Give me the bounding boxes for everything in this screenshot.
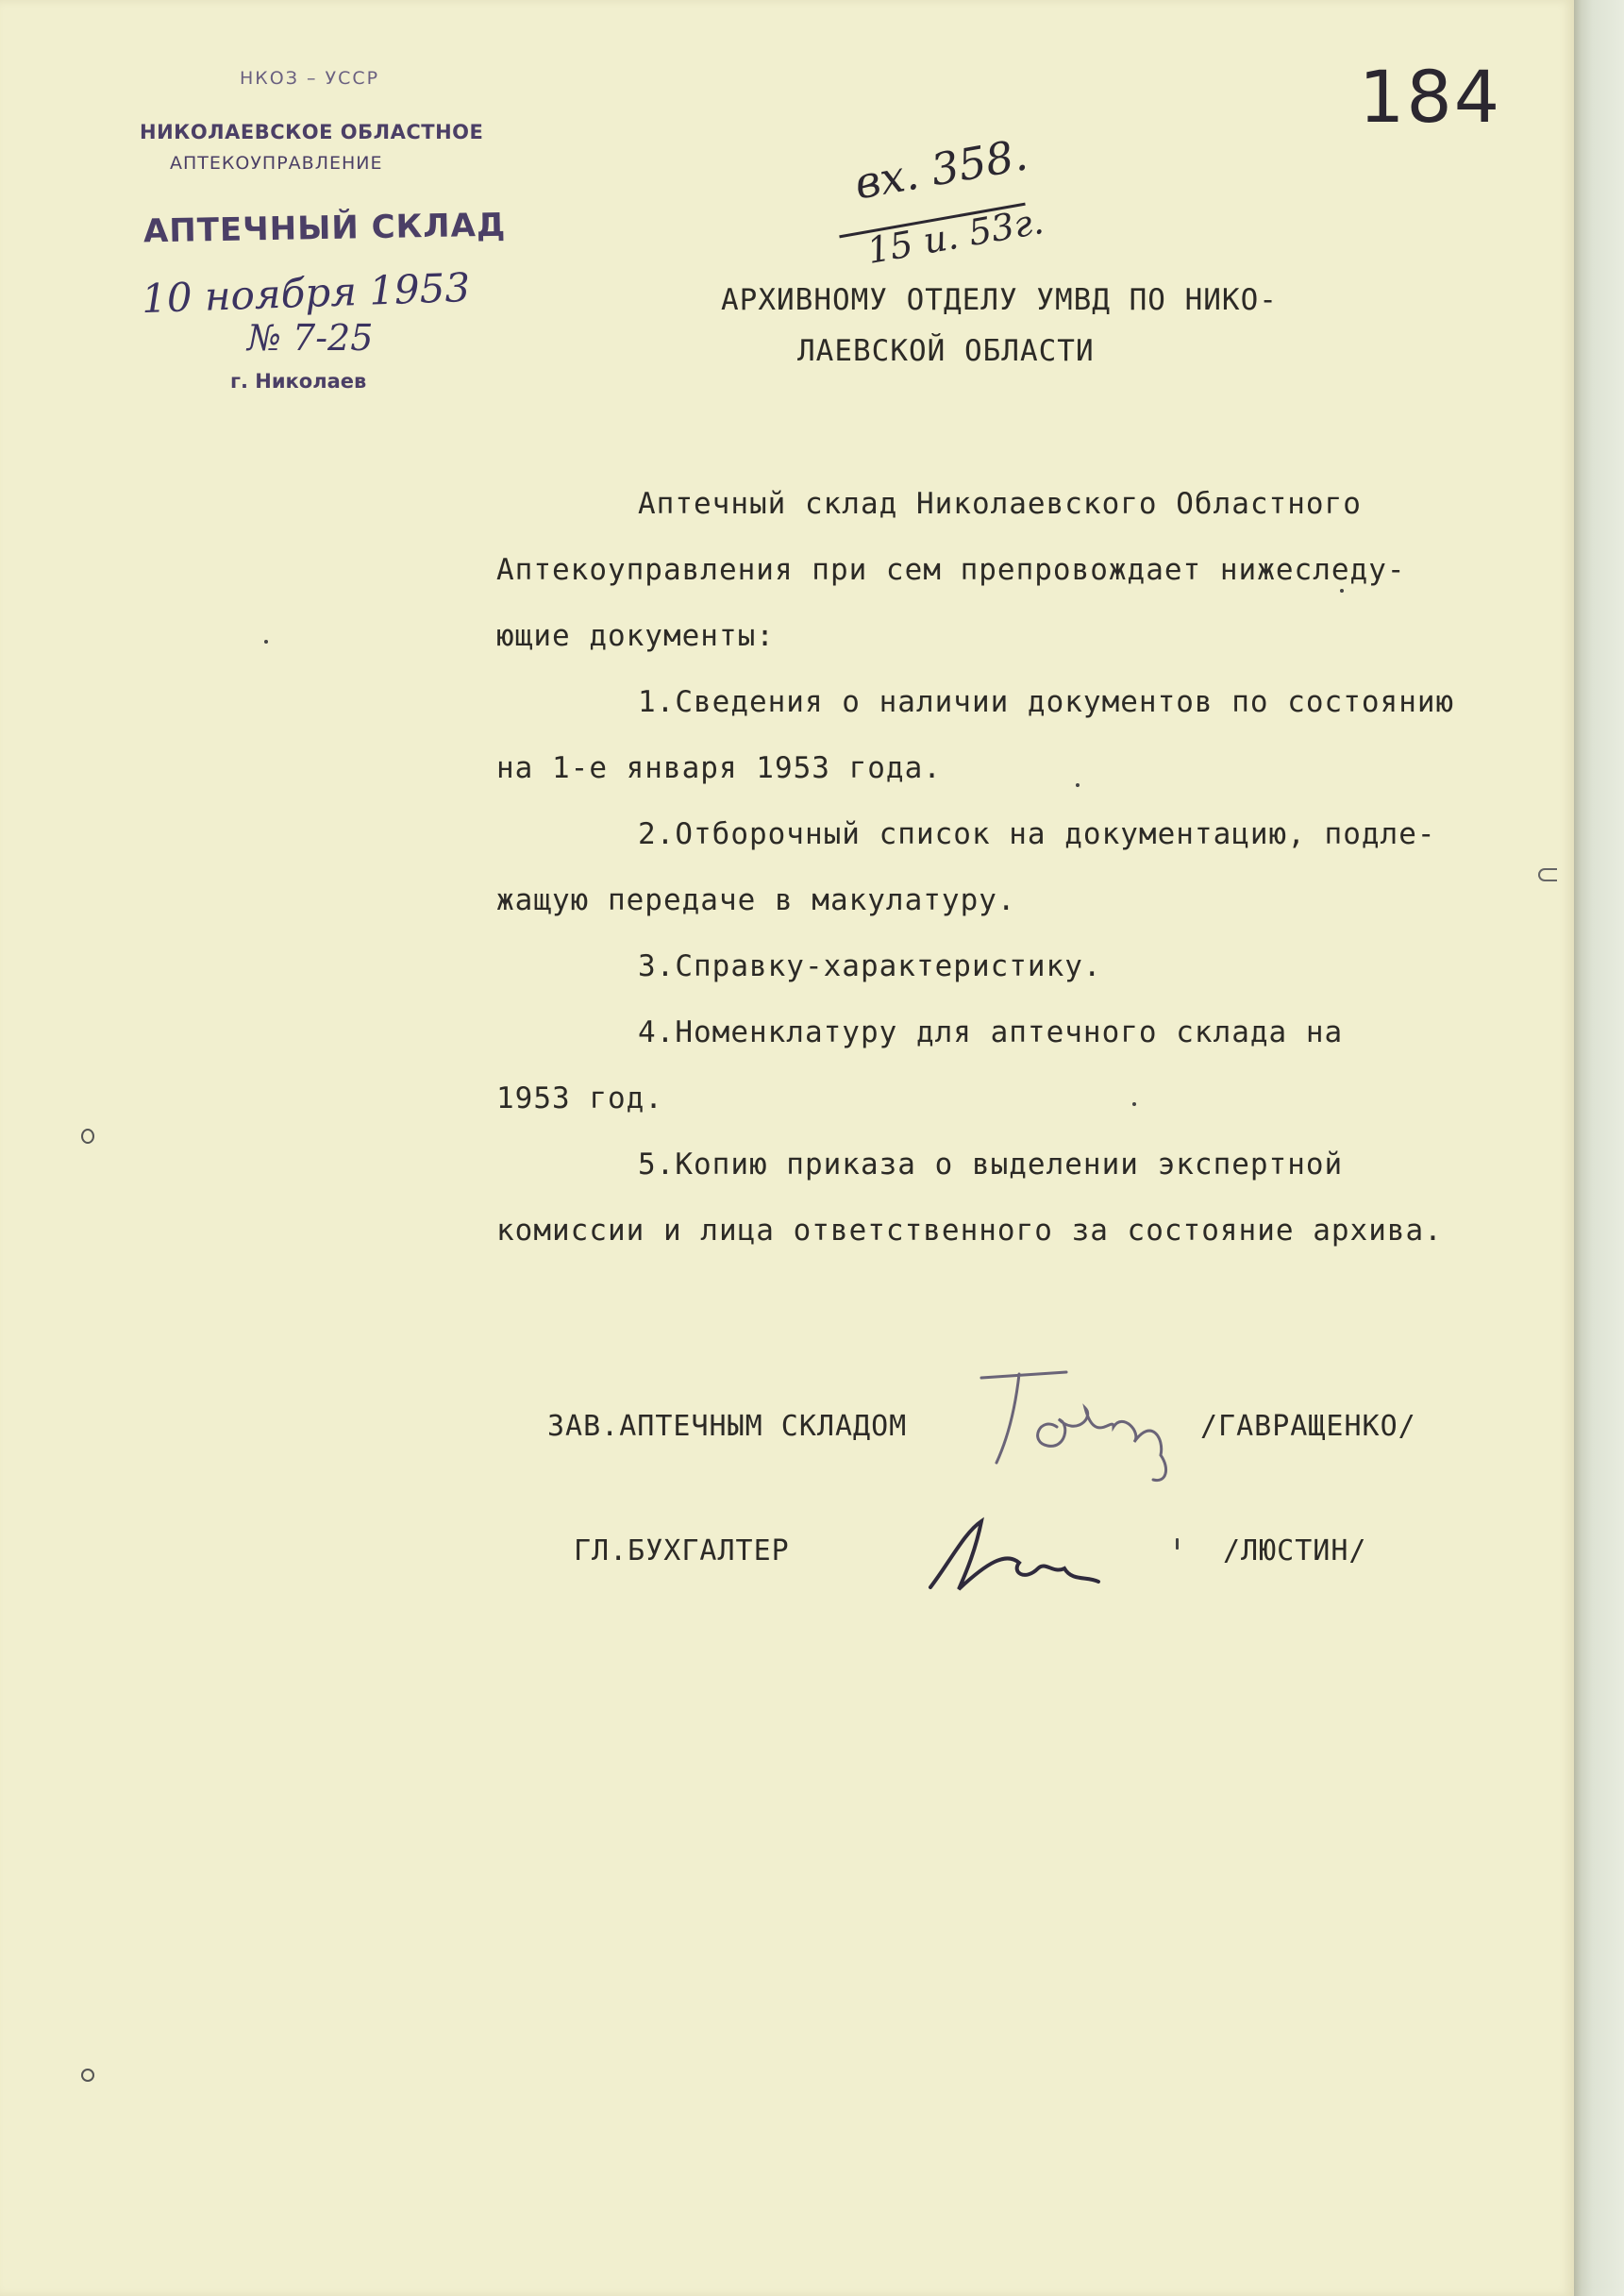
addressee-line-2: ЛАЕВСКОЙ ОБЛАСТИ	[797, 334, 1095, 368]
stamp-number: № 7-25	[247, 317, 374, 359]
page-edge-shadow	[1574, 0, 1624, 2296]
stamp-line-department: АПТЕКОУПРАВЛЕНИЕ	[170, 153, 383, 174]
body-intro-line-3: ющие документы:	[496, 619, 775, 653]
list-item-1-line-2: на 1-е января 1953 года.	[496, 751, 942, 785]
stamp-city: г. Николаев	[230, 370, 367, 393]
paper-speck	[1538, 868, 1557, 881]
list-item-2-line-1: 2.Отборочный список на документацию, подле-	[638, 817, 1436, 851]
list-item-2-line-2: жащую передаче в макулатуру.	[496, 883, 1016, 917]
signature-accountant-handwritten	[921, 1506, 1129, 1610]
list-item-3-line-1: 3.Справку-характеристику.	[638, 949, 1102, 983]
addressee-line-1: АРХИВНОМУ ОТДЕЛУ УМВД ПО НИКО-	[721, 283, 1278, 317]
stamp-line-region: НИКОЛАЕВСКОЕ ОБЛАСТНОЕ	[140, 121, 484, 143]
paper-speck	[1132, 1102, 1136, 1106]
incoming-note-number: вх. 358.	[850, 128, 1031, 209]
signature-head-handwritten	[953, 1351, 1208, 1493]
signature-accountant-name: /ЛЮСТИН/	[1223, 1534, 1367, 1567]
incoming-note-date: 15 и. 53г.	[863, 199, 1047, 273]
list-item-4-line-1: 4.Номенклатуру для аптечного склада на	[638, 1015, 1344, 1049]
signature-head-title: ЗАВ.АПТЕЧНЫМ СКЛАДОМ	[547, 1410, 908, 1443]
list-item-4-line-2: 1953 год.	[496, 1081, 663, 1115]
stamp-line-warehouse: АПТЕЧНЫЙ СКЛАД	[142, 206, 507, 251]
paper-speck	[1076, 783, 1080, 787]
signature-accountant-title: ГЛ.БУХГАЛТЕР	[574, 1534, 790, 1567]
list-item-5-line-2: комиссии и лица ответственного за состояние архива.	[496, 1214, 1443, 1248]
stamp-line-ministry: НКОЗ – УССР	[240, 68, 380, 89]
list-item-1-line-1: 1.Сведения о наличии документов по состоянию	[638, 685, 1455, 719]
paper-speck	[1340, 589, 1344, 593]
paper-speck	[81, 2069, 94, 2082]
list-item-5-line-1: 5.Копию приказа о выделении экспертной	[638, 1148, 1344, 1182]
paper-speck	[264, 640, 268, 644]
body-intro-line-2: Аптекоуправления при сем препровождает нижеследу-	[496, 553, 1406, 587]
body-intro-line-1: Аптечный склад Николаевского Областного	[638, 487, 1362, 521]
archive-page-number: 184	[1359, 55, 1502, 139]
paper-speck	[81, 1129, 94, 1144]
paper-speck	[1176, 1538, 1179, 1550]
stamp-date-handwritten: 10 ноября 1953	[141, 263, 471, 323]
signature-head-name: /ГАВРАЩЕНКО/	[1200, 1410, 1416, 1443]
